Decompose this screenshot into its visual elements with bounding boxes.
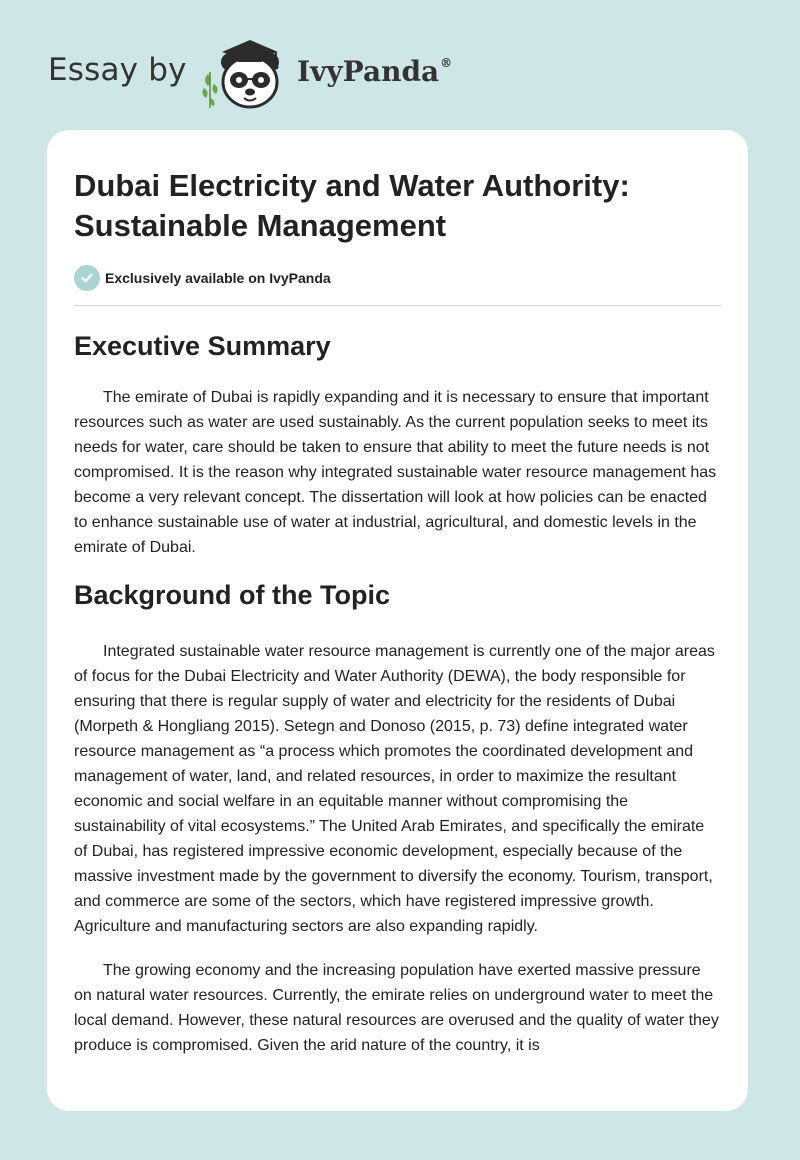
paragraph-background-1: Integrated sustainable water resource management is currently one of the major areas of focus for the Dubai Electricity and Water Authority (DEWA), the body responsible for ensuring that there is regular supply of water and electricity for the residents of Dubai (Morpeth & Hongliang 2015). Setegn and Donoso (2015, p. 73) define integrated water resource management as “a process which promotes the coordinated development and management of water, land, and related resources, in order to maximize the resultant economic and social welfare in an equitable manner without compromising the sustainability of vital ecosystems.” The United Arab Emirates, and specifically the emirate of Dubai, has registered impressive economic development, especially because of the massive investment made by the government to diversify the economy. Tourism, transport, and commerce are some of the sectors, which have registered impressive growth. Agriculture and manufacturing sectors are also expanding rapidly. (74, 643, 715, 935)
divider (74, 305, 721, 306)
section-heading-background: Background of the Topic (74, 580, 390, 610)
exclusive-badge (74, 264, 721, 292)
paragraph-executive-summary: The emirate of Dubai is rapidly expanding and it is necessary to ensure that important resources such as water are used sustainably. As the current population seeks to meet its needs for water, care should be taken to ensure that ability to meet the future needs is not compromised. It is the reason why integrated sustainable water resource management has become a very relevant concept. The dissertation will look at how policies can be enacted to enhance sustainable use of water at industrial, agricultural, and domestic levels in the emirate of Dubai. (74, 389, 717, 556)
site-header (0, 0, 800, 130)
brand-name[interactable] (297, 55, 452, 88)
article-title: Dubai Electricity and Water Authority: Sustainable Management (74, 168, 630, 243)
exclusive-label: Exclusively available on IvyPanda (105, 270, 331, 286)
essay-by-label: Essay by (48, 52, 187, 88)
section-heading-executive-summary: Executive Summary (74, 331, 331, 361)
paragraph-background-2: The growing economy and the increasing population have exerted massive pressure on natural water resources. Currently, the emirate relies on underground water to meet the local demand. However, these natural resources are overused and the quality of water they produce is compromised. Given the arid nature of the country, it is (74, 962, 719, 1054)
article-card (47, 130, 748, 1111)
brand-text: IvyPanda (297, 55, 440, 88)
panda-logo-icon[interactable] (200, 32, 296, 112)
check-circle-icon (74, 265, 100, 291)
registered-mark: ® (440, 55, 453, 70)
